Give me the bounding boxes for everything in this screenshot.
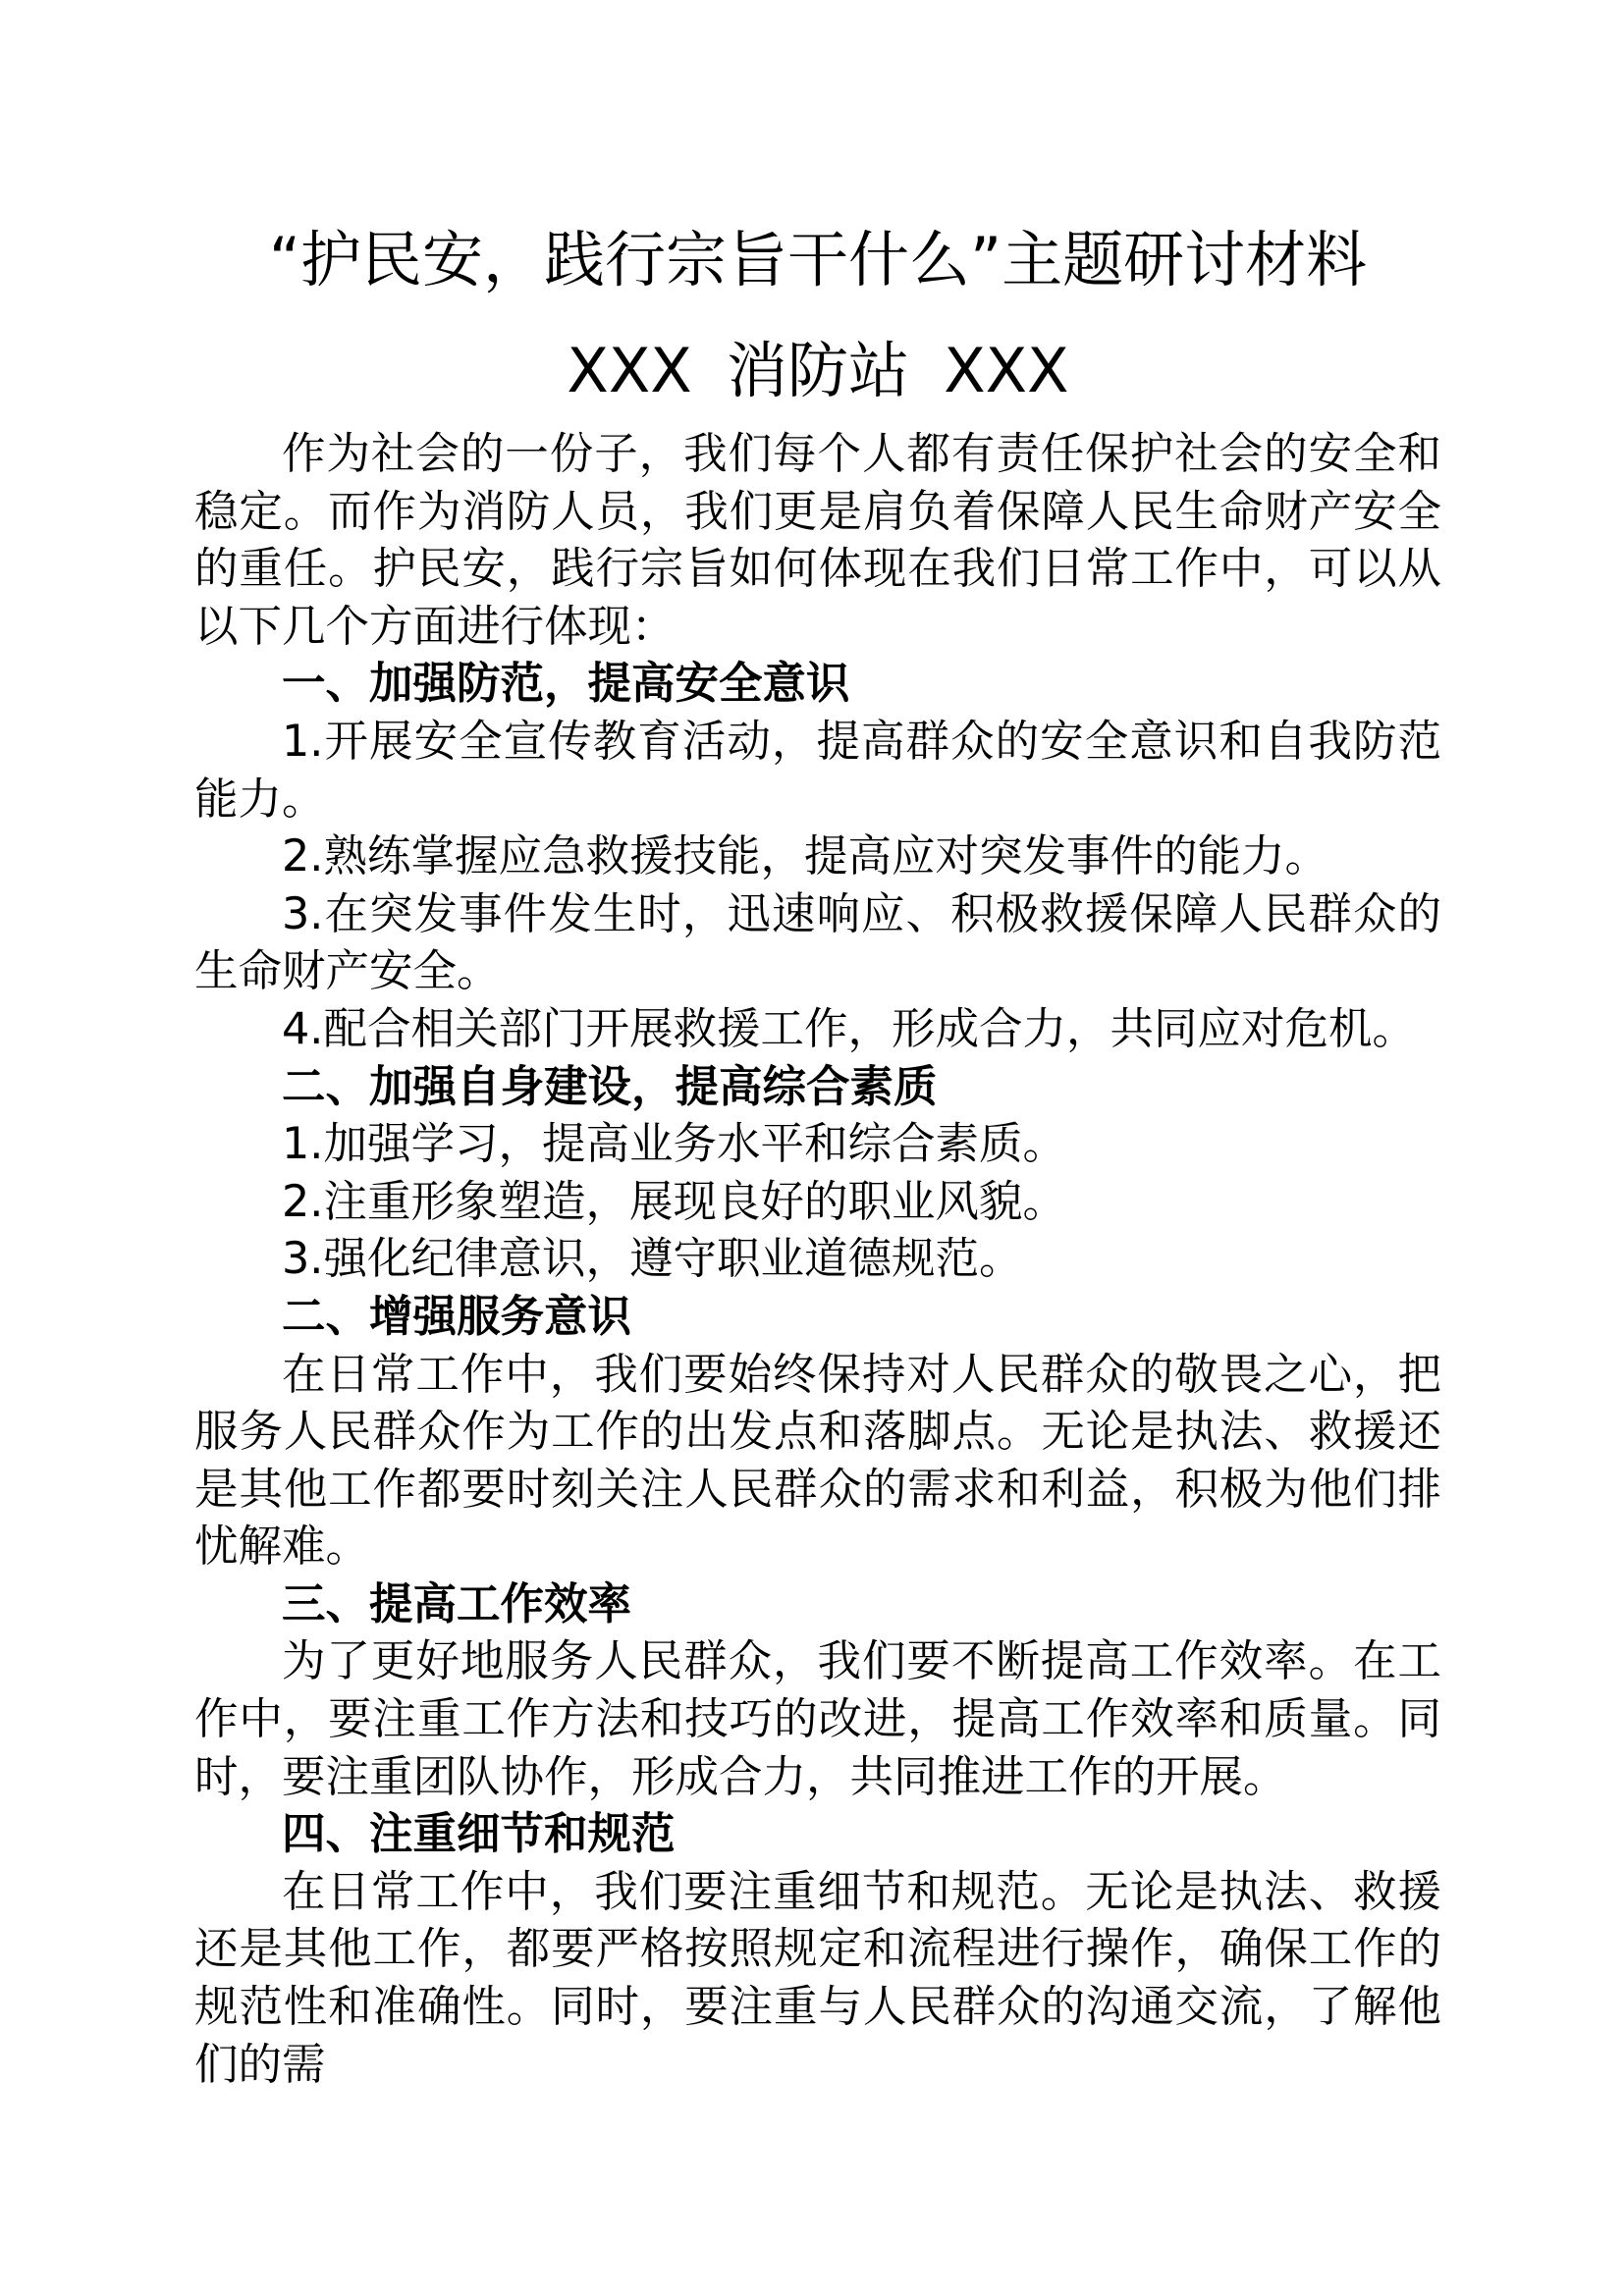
section-3-paragraph: 在日常工作中，我们要始终保持对人民群众的敬畏之心，把服务人民群众作为工作的出发点和落脚点。无论是执法、救援还是其他工作都要时刻关注人民群众的需求和利益，积极为他们排忧解难。 [194, 1349, 1441, 1573]
section-1-item-3: 3.在突发事件发生时，迅速响应、积极救援保障人民群众的生命财产安全。 [194, 888, 1441, 997]
document-author: XXX 消防站 XXX [567, 335, 1069, 406]
section-2-item-3: 3.强化纪律意识，遵守职业道德规范。 [282, 1234, 1023, 1285]
section-2-heading: 二、加强自身建设，提高综合素质 [282, 1061, 938, 1112]
document-page [194, 206, 1441, 2094]
section-3-heading: 二、增强服务意识 [282, 1291, 632, 1342]
section-1-item-1: 1.开展安全宣传教育活动，提高群众的安全意识和自我防范能力。 [194, 716, 1441, 825]
section-4-paragraph: 为了更好地服务人民群众，我们要不断提高工作效率。在工作中，要注重工作方法和技巧的改进，提高工作效率和质量。同时，要注重团队协作，形成合力，共同推进工作的开展。 [194, 1636, 1441, 1802]
intro-paragraph: 作为社会的一份子，我们每个人都有责任保护社会的安全和稳定。而作为消防人员，我们更是肩负着保障人民生命财产安全的重任。护民安，践行宗旨如何体现在我们日常工作中，可以从以下几个方面进行体现： [194, 429, 1441, 652]
section-5-heading: 四、注重细节和规范 [282, 1809, 676, 1860]
section-2-item-1: 1.加强学习，提高业务水平和综合素质。 [282, 1119, 1066, 1170]
document-title: “护民安，践行宗旨干什么”主题研讨材料 [268, 224, 1368, 295]
section-2-item-2: 2.注重形象塑造，展现良好的职业风貌。 [282, 1176, 1066, 1227]
section-1-item-2: 2.熟练掌握应急救援技能，提高应对突发事件的能力。 [282, 831, 1328, 882]
section-5-paragraph: 在日常工作中，我们要注重细节和规范。无论是执法、救援还是其他工作，都要严格按照规定和流程进行操作，确保工作的规范性和准确性。同时，要注重与人民群众的沟通交流，了解他们的需 [194, 1866, 1441, 2090]
section-4-heading: 三、提高工作效率 [282, 1578, 632, 1629]
section-1-heading: 一、加强防范，提高安全意识 [282, 659, 850, 710]
section-1-item-4: 4.配合相关部门开展救援工作，形成合力，共同应对危机。 [282, 1003, 1416, 1054]
